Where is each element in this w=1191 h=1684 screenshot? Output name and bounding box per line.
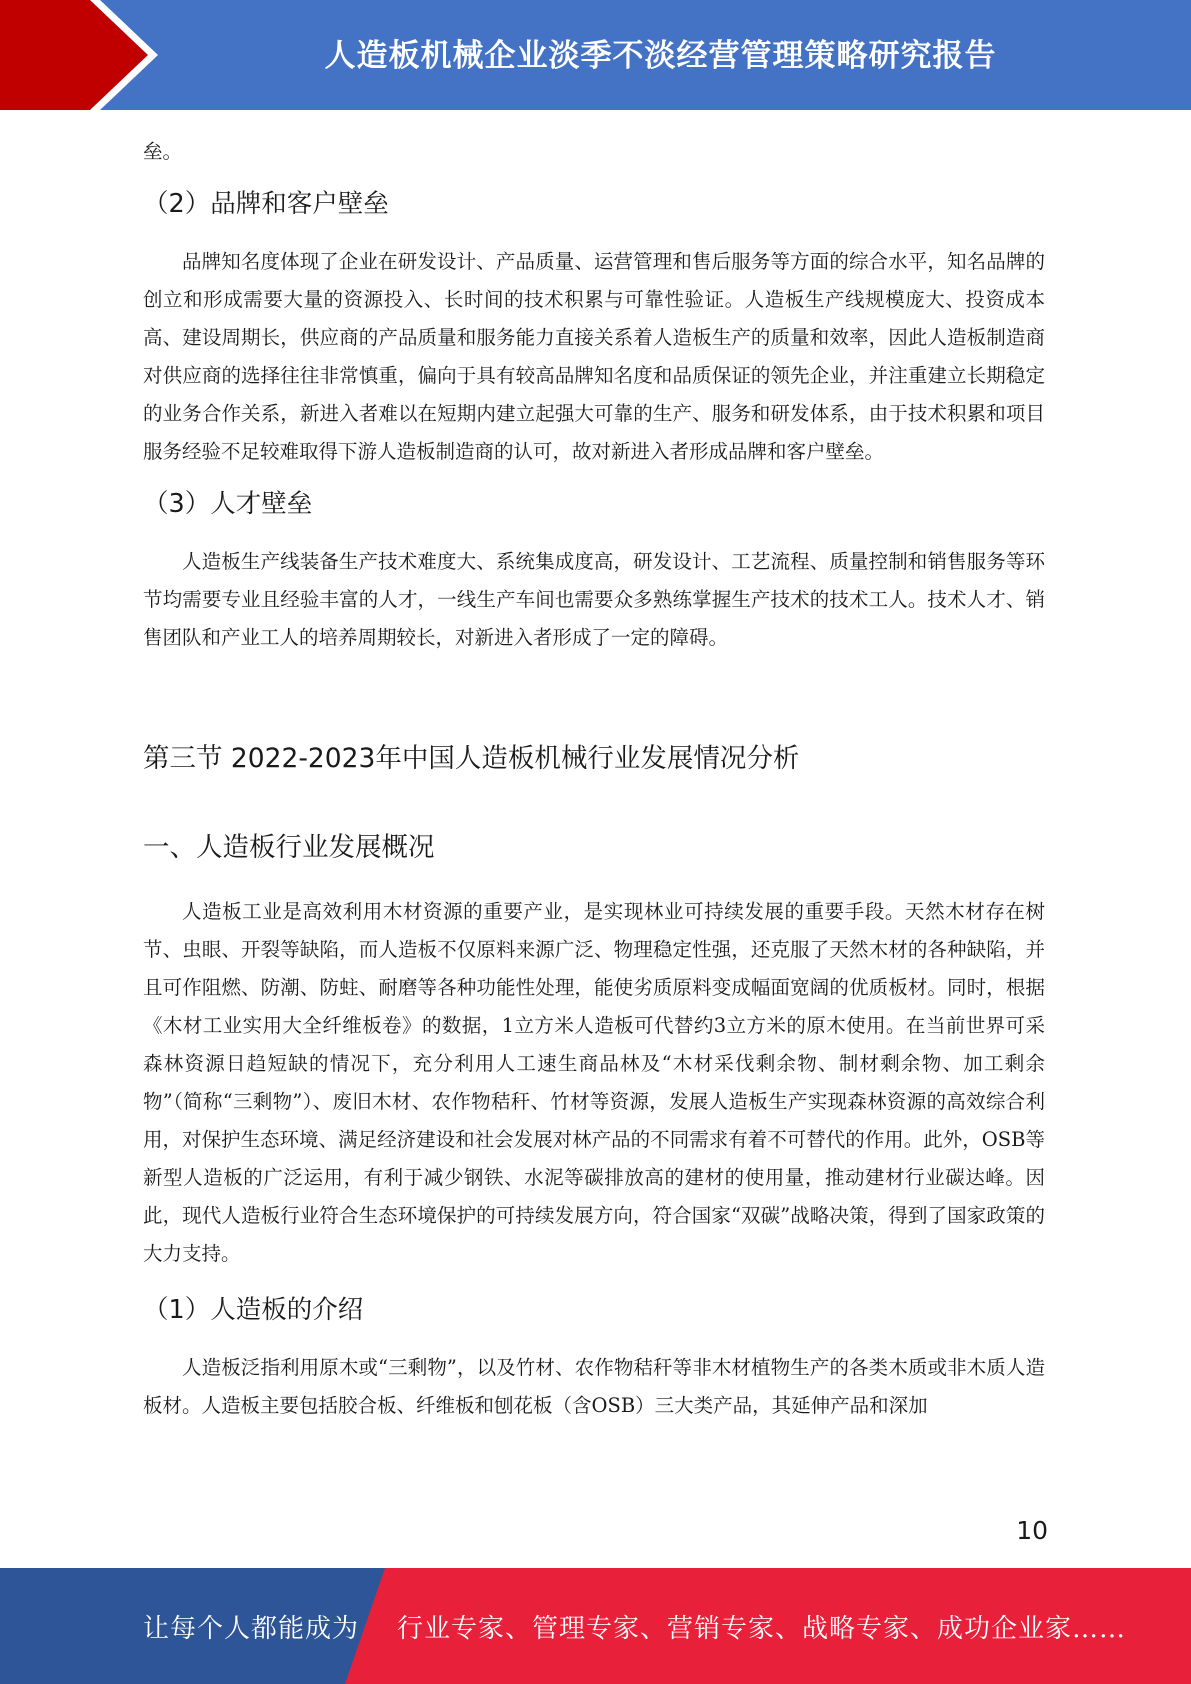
heading-section-3: 第三节 2022-2023年中国人造板机械行业发展情况分析 [143,743,800,774]
paragraph-industry-overview: 人造板工业是高效利用木材资源的重要产业，是实现林业可持续发展的重要手段。天然木材存在树节、虫眼、开裂等缺陷，而人造板不仅原料来源广泛、物理稳定性强，还克服了天然木材的各种缺陷，并且可作阻燃、防潮、防蛀、耐磨等各种功能性处理，能使劣质原料变成幅面宽阔的优质板材。同时，根据《木材工业实用大全纤维板卷》的数据，1立方米人造板可代替约3立方米的原木使用。在当前世界可采森林资源日趋短缺的情况下，充分利用人工速生商品林及“木材采伐剩余物、制材剩余物、加工剩余物”（简称“三剩物”）、废旧木材、农作物秸秆、竹材等资源，发展人造板生产实现森林资源的高效综合利用，对保护生态环境、满足经济建设和社会发展对林产品的不同需求有着不可替代的作用。此外，OSB等新型人造板的广泛运用，有利于减少钢铁、水泥等碳排放高的建材的使用量，推动建材行业碳达峰。因此，现代人造板行业符合生态环境保护的可持续发展方向，符合国家“双碳”战略决策，得到了国家政策的大力支持。 [143,900,1045,1265]
page-number: 10 [1016,1516,1048,1545]
page-header [0,0,1191,110]
heading-industry-overview: 一、人造板行业发展概况 [143,832,435,863]
page-footer [0,1568,1191,1684]
footer-slogan-right: 行业专家、管理专家、营销专家、战略专家、成功企业家…… [397,1614,1127,1644]
heading-board-intro: （1）人造板的介绍 [143,1295,364,1325]
paragraph-talent-barrier: 人造板生产线装备生产技术难度大、系统集成度高，研发设计、工艺流程、质量控制和销售服务等环节均需要专业且经验丰富的人才，一线生产车间也需要众多熟练掌握生产技术的技术工人。技术人才、销售团队和产业工人的培养周期较长，对新进入者形成了一定的障碍。 [143,550,1045,649]
paragraph-board-intro: 人造板泛指利用原木或“三剩物”，以及竹材、农作物秸秆等非木材植物生产的各类木质或非木质人造板材。人造板主要包括胶合板、纤维板和刨花板（含OSB）三大类产品，其延伸产品和深加 [143,1356,1045,1417]
header-title: 人造板机械企业淡季不淡经营管理策略研究报告 [324,38,997,74]
page-content [143,133,1045,1425]
heading-brand-barrier: （2）品牌和客户壁垒 [143,189,389,219]
paragraph-continuation: 垒。 [143,140,183,163]
paragraph-brand-barrier: 品牌知名度体现了企业在研发设计、产品质量、运营管理和售后服务等方面的综合水平，知名品牌的创立和形成需要大量的资源投入、长时间的技术积累与可靠性验证。人造板生产线规模庞大、投资成本高、建设周期长，供应商的产品质量和服务能力直接关系着人造板生产的质量和效率，因此人造板制造商对供应商的选择往往非常慎重，偏向于具有较高品牌知名度和品质保证的领先企业，并注重建立长期稳定的业务合作关系，新进入者难以在短期内建立起强大可靠的生产、服务和研发体系，由于技术积累和项目服务经验不足较难取得下游人造板制造商的认可，故对新进入者形成品牌和客户壁垒。 [143,250,1045,463]
footer-slogan-left: 让每个人都能成为 [143,1614,360,1644]
heading-talent-barrier: （3）人才壁垒 [143,489,313,519]
